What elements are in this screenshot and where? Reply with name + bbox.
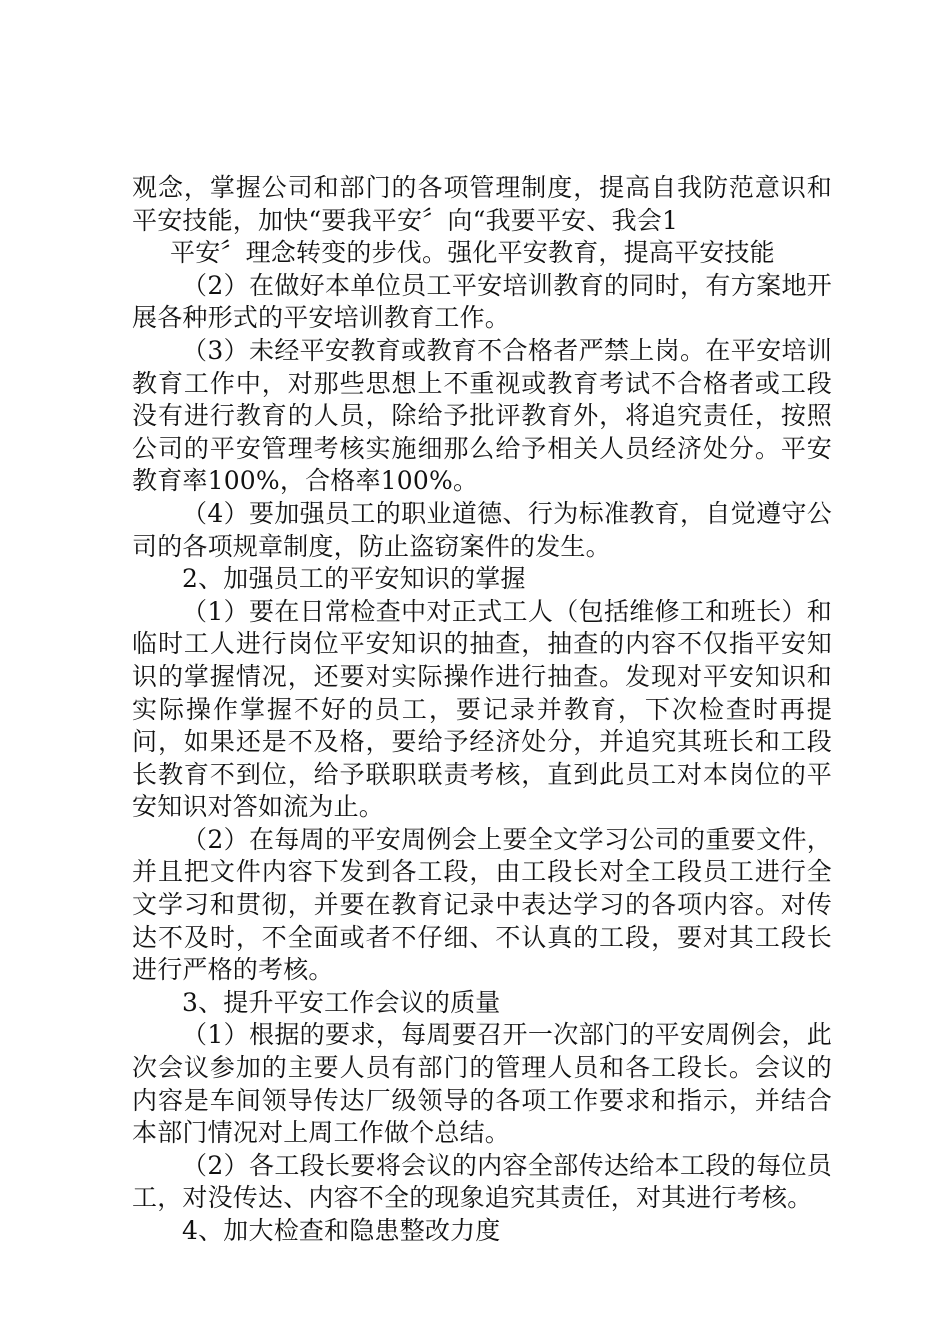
paragraph-fragment: 平安〞理念转变的步伐。强化平安教育，提高平安技能 xyxy=(170,238,775,268)
paragraph-item-2: （2）在做好本单位员工平安培训教育的同时，有方案地开展各种形式的平安培训教育工作。 xyxy=(132,270,832,333)
document-body xyxy=(132,172,832,1248)
paragraph-continuation: 观念，掌握公司和部门的各项管理制度，提高自我防范意识和平安技能，加快“要我平安〞向“我要平安、我会1 xyxy=(132,173,832,235)
paragraph-section3-item-2: （2）各工段长要将会议的内容全部传达给本工段的每位员工，对没传达、内容不全的现象追究其责任，对其进行考核。 xyxy=(132,1150,832,1213)
section-heading-3: 3、提升平安工作会议的质量 xyxy=(182,987,501,1017)
paragraph-section2-item-2: （2）在每周的平安周例会上要全文学习公司的重要文件，并且把文件内容下发到各工段，由工段长对全工段员工进行全文学习和贯彻，并要在教育记录中表达学习的各项内容。对传达不及时，不全面或者不仔细、不认真的工段，要对其工段长进行严格的考核。 xyxy=(132,824,832,985)
paragraph-section2-item-1: （1）要在日常检查中对正式工人（包括维修工和班长）和临时工人进行岗位平安知识的抽查，抽查的内容不仅指平安知识的掌握情况，还要对实际操作进行抽查。发现对平安知识和实际操作掌握不好的员工，要记录并教育，下次检查时再提问，如果还是不及格，要给予经济处分，并追究其班长和工段长教育不到位，给予联职联责考核，直到此员工对本岗位的平安知识对答如流为止。 xyxy=(132,596,832,822)
paragraph-item-3: （3）未经平安教育或教育不合格者严禁上岗。在平安培训教育工作中，对那些思想上不重视或教育考试不合格者或工段没有进行教育的人员，除给予批评教育外，将追究责任，按照公司的平安管理考核实施细那么给予相关人员经济处分。平安教育率100%，合格率100%。 xyxy=(132,335,832,496)
section-heading-4: 4、加大检查和隐患整改力度 xyxy=(182,1216,501,1245)
paragraph-section3-item-1: （1）根据的要求，每周要召开一次部门的平安周例会，此次会议参加的主要人员有部门的管理人员和各工段长。会议的内容是车间领导传达厂级领导的各项工作要求和指示，并结合本部门情况对上周工作做个总结。 xyxy=(132,1020,832,1148)
paragraph-item-4: （4）要加强员工的职业道德、行为标准教育，自觉遵守公司的各项规章制度，防止盗窃案件的发生。 xyxy=(132,498,832,561)
section-heading-2: 2、加强员工的平安知识的掌握 xyxy=(182,564,526,594)
